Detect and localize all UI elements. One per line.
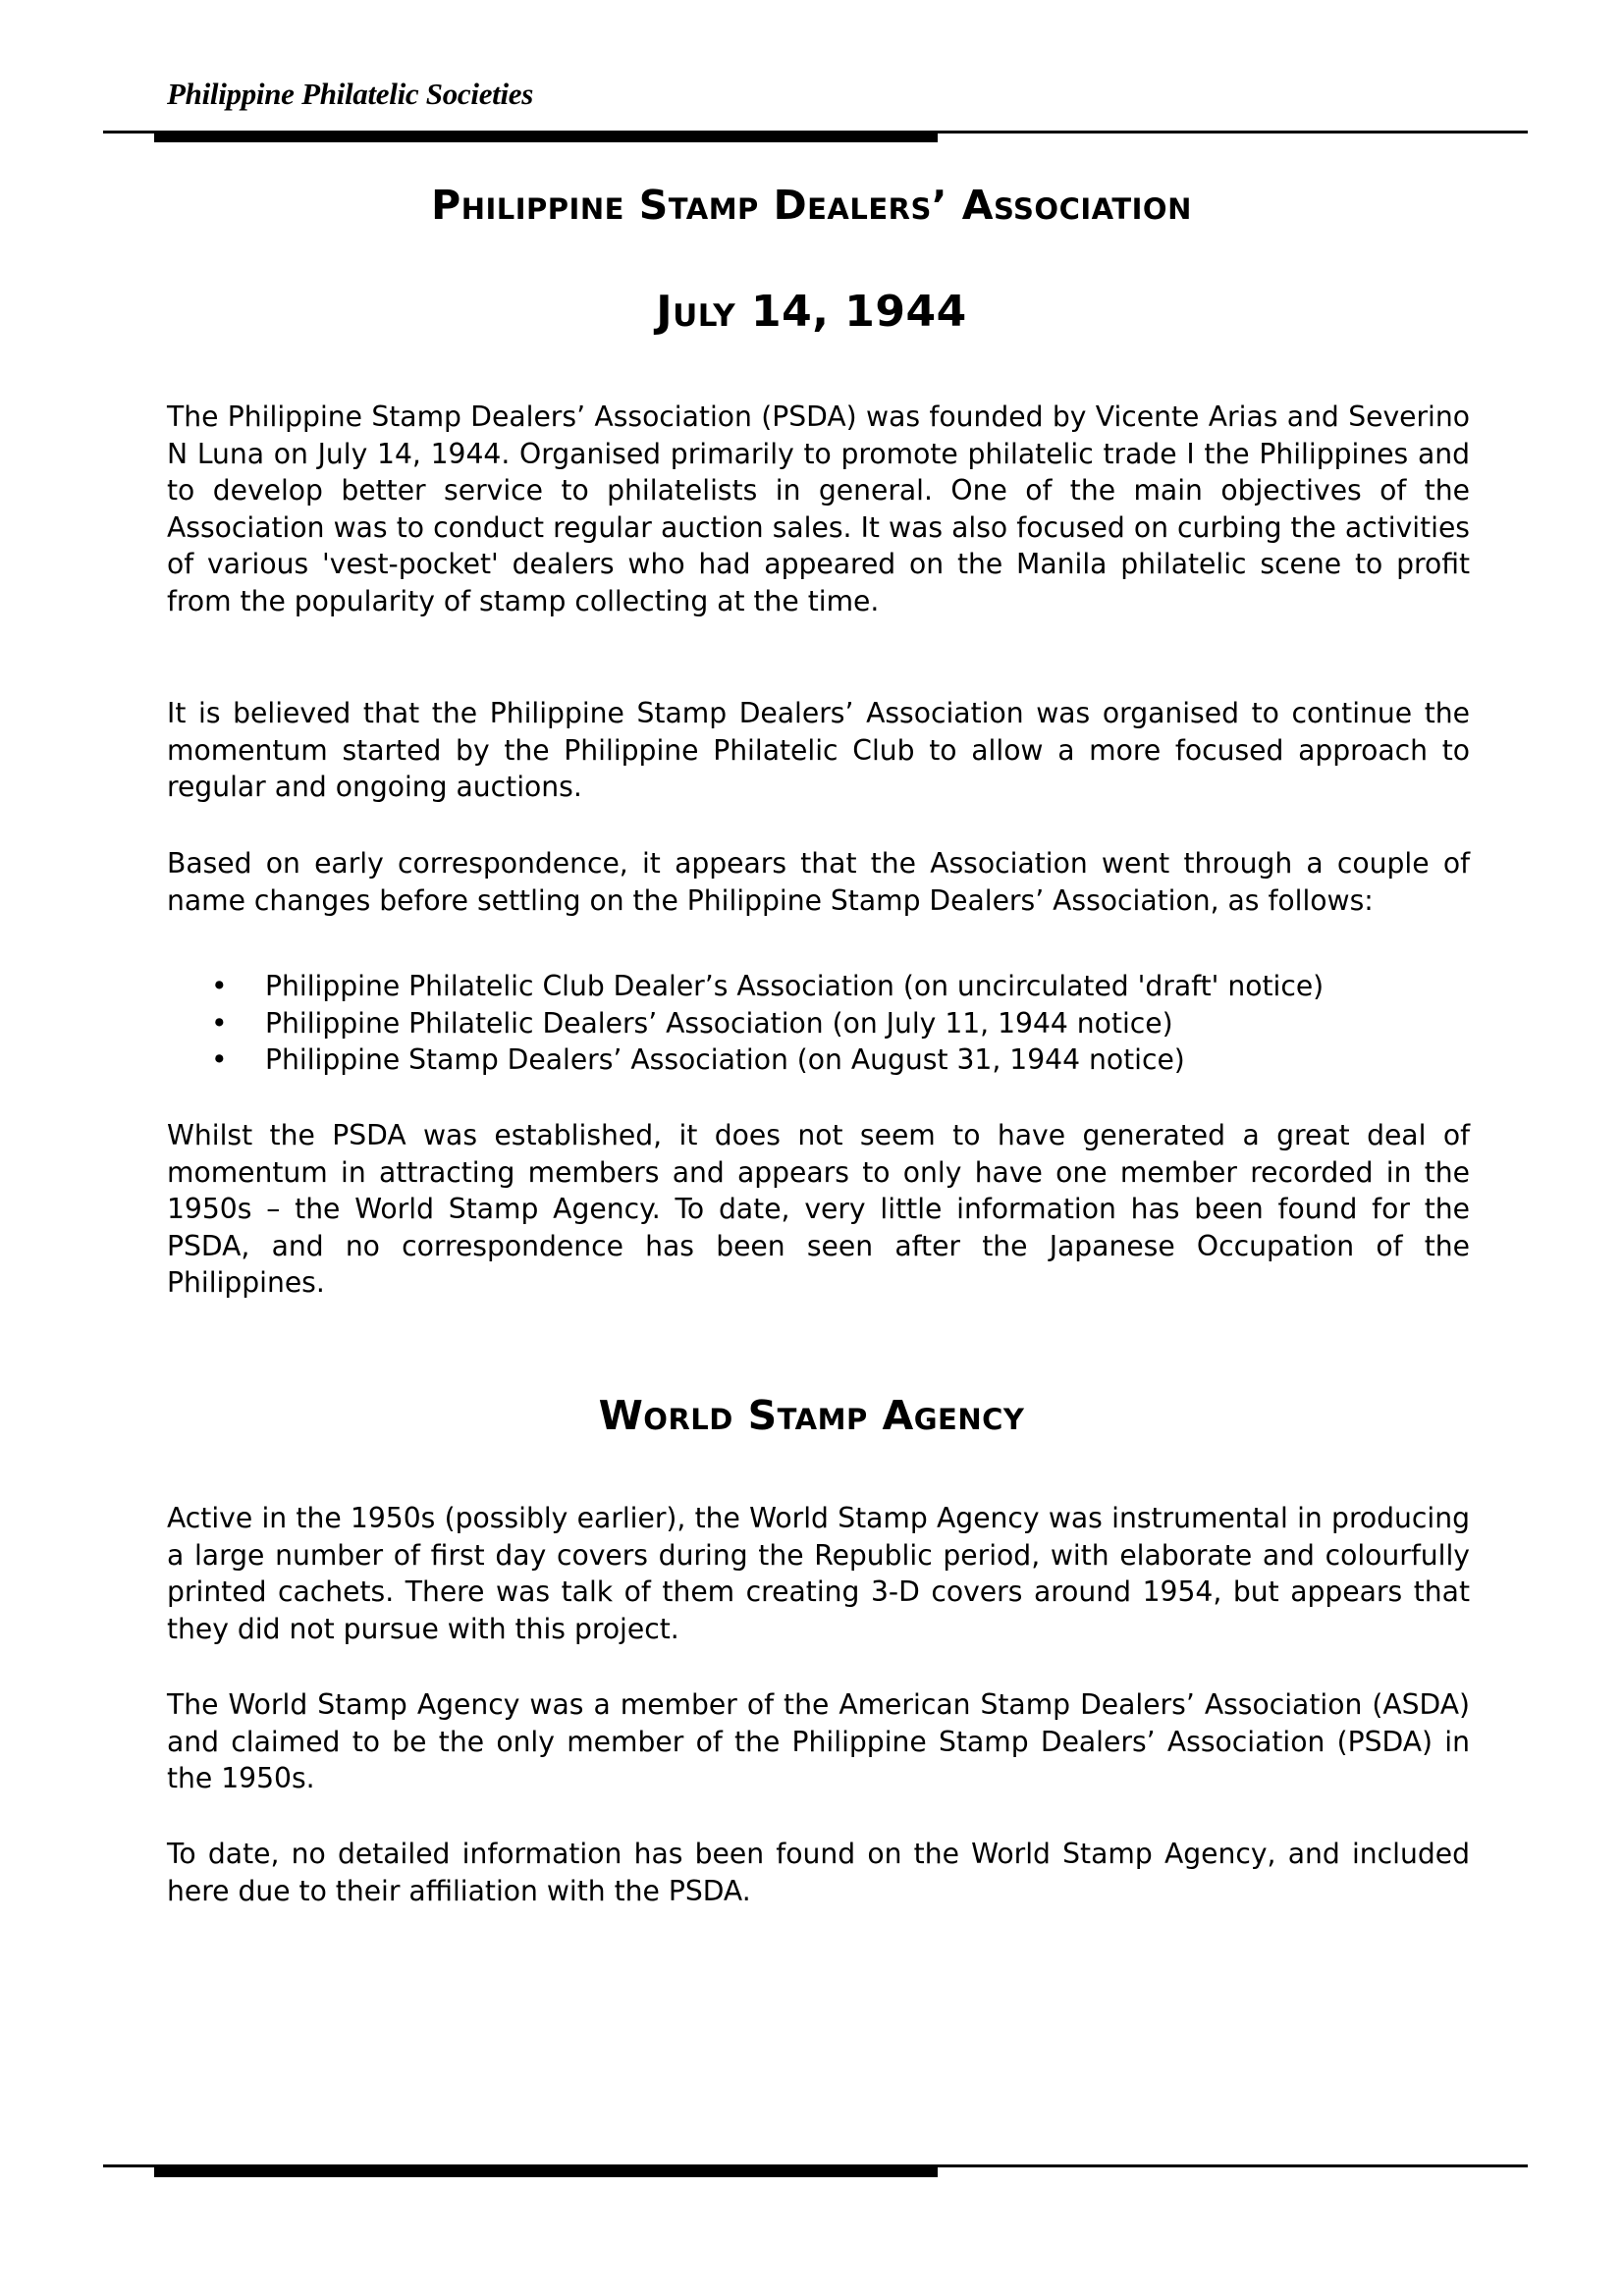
list-item-text: Philippine Stamp Dealers’ Association (on August 31, 1944 notice) [265,1043,1185,1077]
paragraph: To date, no detailed information has been found on the World Stamp Agency, and included here due to their affiliation with the PSDA. [167,1838,1470,1907]
paragraph: Whilst the PSDA was established, it does not seem to have generated a great deal of momentum in attracting members and appears to only have one member recorded in the 1950s – the World Stamp Agency. To date, very little information has been found for the PSDA, and no correspondence has been seen after the Japanese Occupation of the Philippines. [167,1119,1470,1300]
bullet-icon: • [211,1043,228,1077]
name-change-list [167,968,1470,1079]
bullet-icon: • [211,970,228,1002]
bullet-icon: • [211,1006,228,1040]
paragraph: Based on early correspondence, it appears that the Association went through a couple of name changes before settling on the Philippine Stamp Dealers’ Association, as follows: [167,847,1470,917]
paragraph: It is believed that the Philippine Stamp Dealers’ Association was organised to continue the momentum started by the Philippine Philatelic Club to allow a more focused approach to regular and ongoing auctions. [167,697,1470,804]
section-title: World Stamp Agency [598,1392,1025,1439]
paragraph: The Philippine Stamp Dealers’ Association (PSDA) was founded by Vicente Arias and Severino N Luna on July 14, 1944. Organised primarily to promote philatelic trade I the Philippines and to develop better service to philatelists in general. One of the main objectives of the Association was to conduct regular auction sales. It was also focused on curbing the activities of various 'vest-pocket' dealers who had appeared on the Manila philatelic scene to profit from the popularity of stamp collecting at the time. [167,400,1470,617]
header-bar [154,133,938,142]
paragraph: Active in the 1950s (possibly earlier), the World Stamp Agency was instrumental in producing a large number of first day covers during the Republic period, with elaborate and colourfully printed cachets. There was talk of them creating 3-D covers around 1954, but appears that they did not pursue with this project. [167,1502,1470,1645]
footer-bar [154,2167,938,2177]
paragraph: The World Stamp Agency was a member of the American Stamp Dealers’ Association (ASDA) and claimed to be the only member of the Philippine Stamp Dealers’ Association (PSDA) in the 1950s. [167,1688,1470,1795]
list-item [167,1005,1470,1042]
section-date: July 14, 1944 [656,287,967,337]
list-item-text: Philippine Philatelic Club Dealer’s Association (on uncirculated 'draft' notice) [265,970,1325,1002]
list-item [167,968,1470,1005]
list-item-text: Philippine Philatelic Dealers’ Association (on July 11, 1944 notice) [265,1006,1173,1040]
section-title: Philippine Stamp Dealers’ Association [431,182,1192,229]
list-item [167,1041,1470,1079]
running-header-title: Philippine Philatelic Societies [167,77,534,111]
